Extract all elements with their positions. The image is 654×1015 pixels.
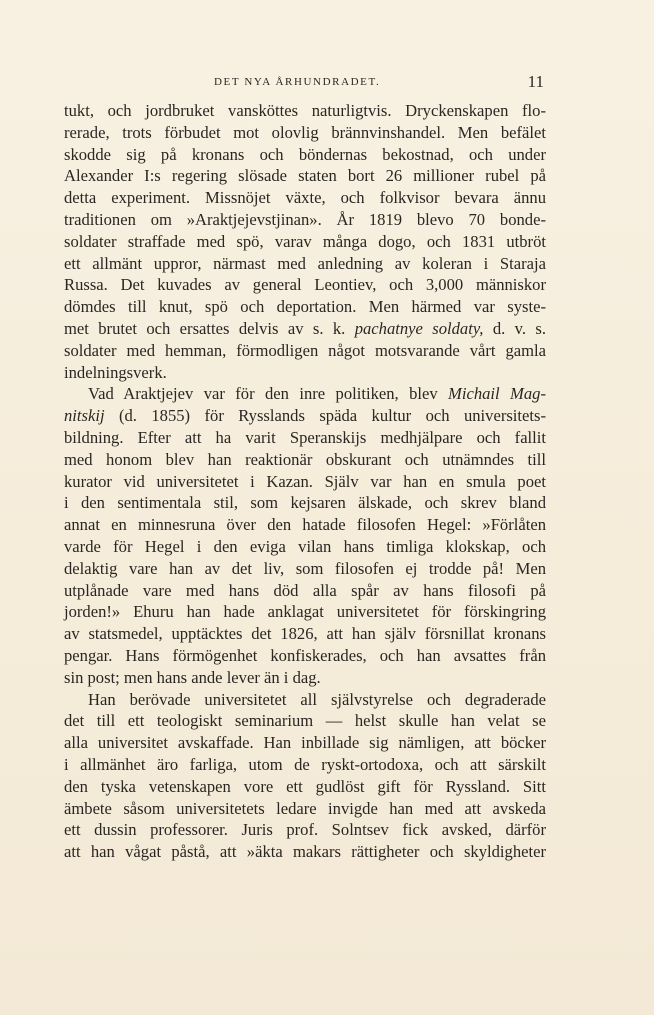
text-line: soldater med hemman, förmodligen något motsvarande vårt gamla [64,340,546,360]
text-segment: (d. 1855) för Rysslands späda kultur och universitets- [104,406,546,426]
text-segment: Vad Araktjejev var för den inre politiken, blev [88,384,449,404]
text-line: i allmänhet äro farliga, utom de ryskt-ortodoxa, och att särskilt [64,754,546,774]
running-title: DET NYA ÅRHUNDRADET. [214,76,381,88]
italic-term: pachatnye soldaty, [354,318,484,338]
italic-name: Michail Mag- [448,384,546,404]
text-line: rerade, trots förbudet mot olovlig brännvinshandel. Men befälet [64,122,546,142]
text-line: sin post; men hans ande lever än i dag. [64,667,321,687]
text-line: tukt, och jordbruket vansköttes naturligtvis. Dryckenskapen flo- [64,101,546,120]
text-line: ett allmänt uppror, närmast med anledning av koleran i Staraja [64,253,546,273]
text-line: soldater straffade med spö, varav många dogo, och 1831 utbröt [64,231,546,251]
text-line: Russa. Det kuvades av general Leontiev, och 3,000 människor [64,275,546,295]
body-text [64,100,546,863]
text-line: delaktig vare han av det liv, som filosofen ej trodde på! Men [64,558,546,578]
text-line [64,383,546,405]
text-line: Alexander I:s regering slösade staten bort 26 millioner rubel på [64,166,546,186]
paragraph-3 [64,689,546,863]
text-line: annat en minnesruna över den hatade filosofen Hegel: »Förlåten [64,515,546,535]
page-number: 11 [527,72,544,91]
text-line: att han vågat påstå, att »äkta makars rättigheter och skyldigheter [64,842,546,862]
text-line: med honom blev han reaktionär obskurant och utnämndes till [64,449,546,469]
text-line: ett dussin professorer. Juris prof. Solntsev fick avsked, därför [64,820,546,840]
text-line: bildning. Efter att ha varit Speranskijs medhjälpare och fallit [64,427,546,447]
italic-name: nitskij [64,406,105,426]
text-line: skodde sig på kronans och böndernas bekostnad, och under [64,144,546,164]
text-line: alla universitet avskaffade. Han inbillade sig nämligen, att böcker [64,733,546,753]
text-line: av statsmedel, upptäcktes det 1826, att han själv försnillat kronans [64,624,546,644]
text-line: jorden!» Ehuru han hade anklagat universitetet för förskingring [64,602,546,622]
text-line: utplånade vare med hans död alla spår av hans filosofi på [64,580,546,600]
text-line: Han berövade universitetet all självstyrelse och degraderade [88,689,546,709]
text-segment: met brutet och ersattes delvis av s. k. [64,318,355,338]
text-line: indelningsverk. [64,362,167,382]
text-line: pengar. Hans förmögenhet konfiskerades, och han avsattes från [64,645,546,665]
text-line: detta experiment. Missnöjet växte, och folkvisor bevara ännu [64,188,546,208]
paragraph-1 [64,100,546,383]
text-line [64,405,546,427]
page-header [64,72,544,96]
paragraph-2 [64,383,546,688]
text-line: ämbete såsom universitetets ledare invigde han med att avskeda [64,798,546,818]
text-line: den tyska vetenskapen vore ett gudlöst gift för Ryssland. Sitt [64,776,546,796]
text-line [64,318,546,340]
text-segment: d. v. s. [483,318,546,338]
text-line: det till ett teologiskt seminarium — helst skulle han velat se [64,711,546,731]
text-line: i den sentimentala stil, som kejsaren älskade, och skrev bland [64,493,546,513]
text-line: dömdes till knut, spö och deportation. Men härmed var syste- [64,297,546,317]
text-line: traditionen om »Araktjejevstjinan». År 1819 blevo 70 bonde- [64,209,546,229]
text-line: kurator vid universitetet i Kazan. Själv var han en smula poet [64,471,546,491]
text-line: varde för Hegel i den eviga vilan hans timliga klokskap, och [64,536,546,556]
